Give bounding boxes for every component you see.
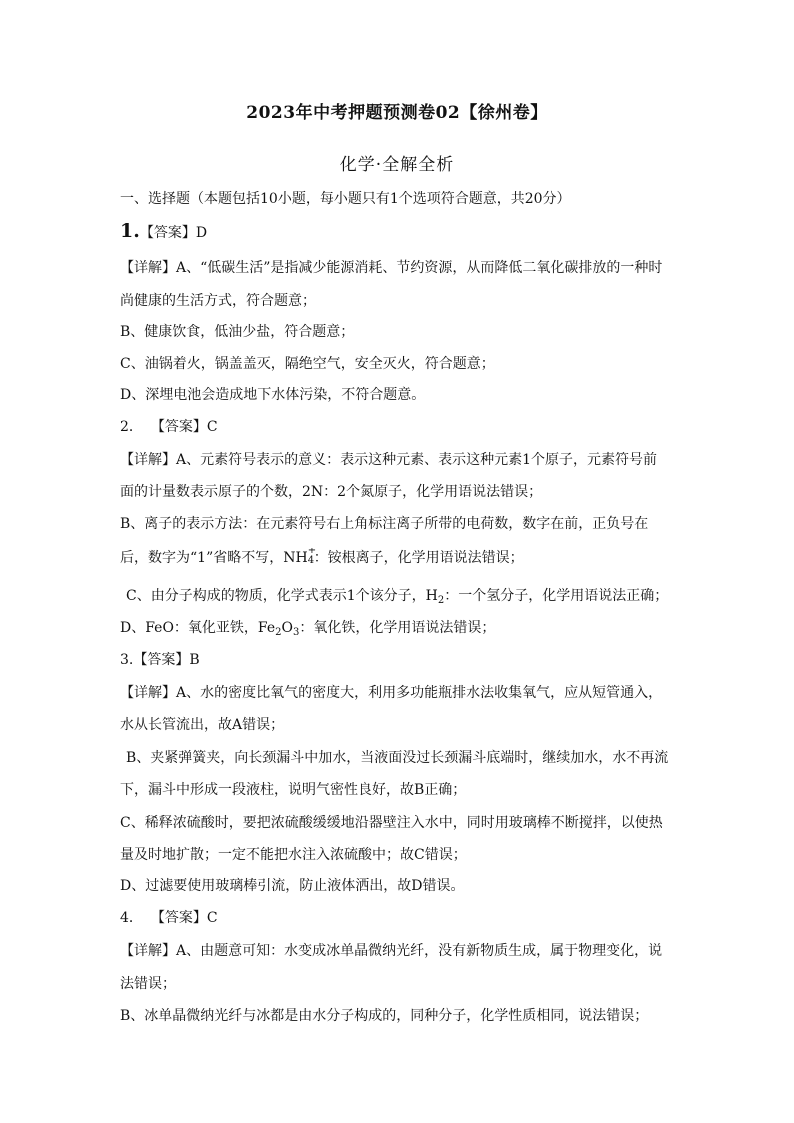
- q2-answer: 【答案】C: [150, 419, 218, 435]
- q3-answer: 【答案】B: [133, 652, 200, 668]
- document-subtitle: 化学·全解全析: [339, 155, 455, 175]
- q2-answer-line: [120, 417, 686, 437]
- q2-explain-line-1: 【详解】A、元素符号表示的意义：表示这种元素、表示这种元素1个原子，元素符号前: [120, 452, 658, 468]
- q4-explain-line-3: B、冰单晶微纳光纤与冰都是由水分子构成的，同种分子，化学性质相同，说法错误；: [120, 1008, 649, 1024]
- q4-explain-line-2: 法错误；: [120, 976, 176, 992]
- q2-explain-line-2: 面的计量数表示原子的个数，2N：2个氮原子，化学用语说法错误；: [120, 484, 543, 500]
- document-title: 2023年中考押题预测卷02【徐州卷】: [246, 103, 548, 123]
- q2-explain-line-6: D、FeO：氧化亚铁，$Fe_2O_3$：氧化铁，化学用语说法错误；: [120, 620, 496, 638]
- q1-answer-line: [120, 221, 686, 243]
- q2-explain-line-3: B、离子的表示方法：在元素符号右上角标注离子所带的电荷数，数字在前，正负号在: [120, 516, 649, 532]
- q2-explain-line-5: C、由分子构成的物质，化学式表示1个该分子，$H_2$：一个氢分子，化学用语说法正确；: [126, 588, 669, 606]
- ammonium-charge: + 4: [307, 548, 317, 566]
- q1-explain-line-1: 【详解】A、“低碳生活”是指减少能源消耗、节约资源，从而降低二氧化碳排放的一种时: [120, 260, 663, 276]
- q3-answer-line: [120, 650, 686, 670]
- q1-explain-line-5: D、深埋电池会造成地下水体污染，不符合题意。: [120, 387, 426, 403]
- q3-explain-line-6: 量及时地扩散；一定不能把水注入浓硫酸中；故C错误；: [120, 847, 467, 863]
- q4-number: 4．: [120, 910, 143, 926]
- q1-explain-line-3: B、健康饮食，低油少盐，符合题意；: [120, 324, 355, 340]
- q4-explain-line-1: 【详解】A、由题意可知：水变成冰单晶微纳光纤，没有新物质生成，属于物理变化，说: [120, 943, 663, 959]
- q3-explain-line-3: B、夹紧弹簧夹，向长颈漏斗中加水，当液面没过长颈漏斗底端时，继续加水，水不再流: [126, 750, 669, 766]
- q1-answer: 【答案】D: [139, 225, 208, 241]
- q3-explain-line-4: 下，漏斗中形成一段液柱，说明气密性良好，故B正确；: [120, 782, 467, 798]
- q4-answer-line: [120, 908, 686, 928]
- q1-explain-line-2: 尚健康的生活方式，符合题意；: [120, 293, 316, 309]
- q2-explain-line-4: 后，数字为“1”省略不写，NH + 4 ：铵根离子，化学用语说法错误；: [120, 548, 524, 566]
- q1-explain-line-4: C、油锅着火，锅盖盖灭，隔绝空气，安全灭火，符合题意；: [120, 356, 495, 372]
- q3-explain-line-5: C、稀释浓硫酸时，要把浓硫酸缓缓地沿器壁注入水中，同时用玻璃棒不断搅拌，以使热: [120, 815, 663, 831]
- q4-answer: 【答案】C: [150, 910, 218, 926]
- q3-explain-line-1: 【详解】A、水的密度比氧气的密度大，利用多功能瓶排水法收集氧气，应从短管通入，: [120, 685, 663, 701]
- q1-number: 1.: [120, 221, 140, 242]
- q3-number: 3.: [120, 652, 134, 668]
- section-heading: 一、选择题（本题包括10小题，每小题只有1个选项符合题意，共20分）: [120, 191, 571, 207]
- q2-number: 2．: [120, 419, 143, 435]
- q3-explain-line-2: 水从长管流出，故A错误；: [120, 717, 285, 733]
- q3-explain-line-7: D、过滤要使用玻璃棒引流，防止液体洒出，故D错误。: [120, 878, 465, 894]
